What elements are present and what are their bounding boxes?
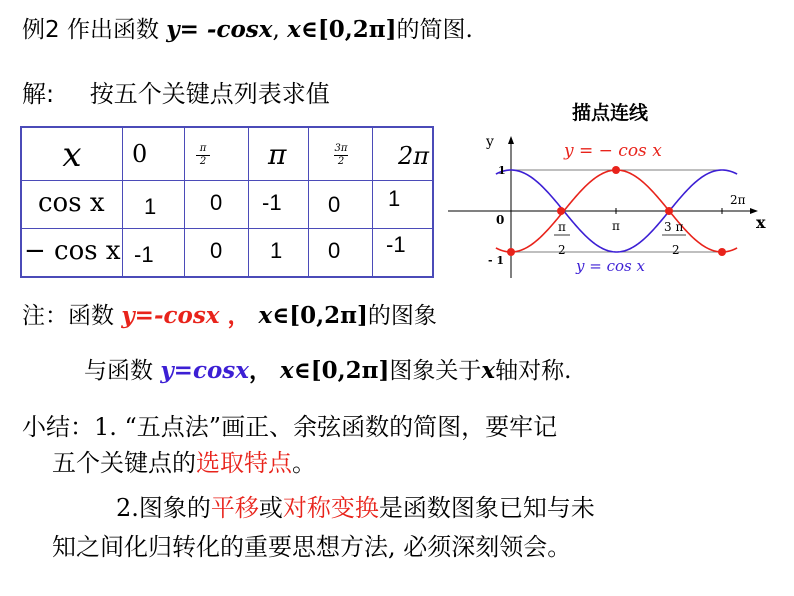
- x-axis-label: x: [756, 213, 766, 232]
- note-text-2: 图象关于: [389, 358, 482, 384]
- table-col-divider: [184, 126, 185, 278]
- tick-label-zero: 0: [496, 213, 505, 227]
- x-value-pi-half: [196, 136, 210, 168]
- x-value-0: 0: [132, 140, 148, 168]
- x-value-pi: π: [268, 138, 287, 171]
- note-var: x: [258, 302, 273, 329]
- y-axis-arrow-icon: [508, 136, 514, 144]
- row-label-neg-cos-text: − cos x: [24, 236, 121, 266]
- summary-line-2: [52, 446, 316, 480]
- title-dot: .: [465, 17, 473, 43]
- note-function: y=-cosx: [121, 302, 220, 329]
- tick-label-one: 1: [498, 164, 506, 177]
- note-text-1: 的图象: [367, 303, 437, 329]
- note-dot: .: [564, 358, 572, 384]
- table-col-divider: [308, 126, 309, 278]
- summary-line3-b: 或: [258, 494, 283, 522]
- tick-label-two-pi: 2π: [730, 193, 746, 207]
- frac-numerator: π: [199, 143, 207, 154]
- label-pi-half-den: 2: [558, 243, 566, 257]
- solution-heading: [22, 78, 330, 110]
- neg-cos-value-0: -1: [134, 242, 154, 267]
- note-domain-2: ∈[0,2π]: [293, 357, 390, 384]
- x-value-two-pi: 2π: [398, 142, 430, 170]
- note-axis-var: x: [481, 357, 496, 384]
- row-label-x: x: [62, 135, 82, 175]
- cos-value-3: 0: [328, 192, 341, 217]
- summary-highlight-translation: 平移: [210, 494, 259, 522]
- y-axis-label: y: [486, 134, 494, 150]
- summary-line-4: 知之间化归转化的重要思想方法, 必须深刻领会。: [52, 533, 572, 561]
- cos-value-0: 1: [144, 194, 157, 219]
- tick-label-pi: π: [612, 219, 620, 233]
- summary-highlight-selection: 选取特点: [196, 449, 292, 477]
- frac-denominator: 2: [337, 156, 345, 167]
- page-title: [22, 14, 473, 46]
- title-function-var: x: [258, 16, 273, 43]
- title-var: x: [287, 16, 301, 43]
- graph-heading: 描点连线: [572, 102, 649, 124]
- red-curve-label: y = − cos x: [564, 141, 662, 161]
- frac-denominator: 2: [199, 156, 207, 167]
- x-value-three-pi-half: [334, 136, 348, 168]
- solution-label: 解:: [22, 80, 55, 108]
- note-var-2: x: [279, 357, 294, 384]
- note-line-2: [84, 355, 571, 387]
- blue-curve-label: y = cos x: [576, 257, 645, 275]
- title-separator: ,: [272, 17, 288, 43]
- note-comma: ，: [219, 303, 259, 329]
- title-suffix: 的简图: [396, 17, 466, 43]
- neg-cos-value-2: 1: [270, 238, 283, 263]
- table-col-divider: [372, 126, 373, 278]
- summary-line-1: 小结：1. “五点法”画正、余弦函数的简图，要牢记: [22, 413, 558, 441]
- label-pi-half-num: π: [558, 220, 566, 234]
- label-three-pi-half-den: 2: [672, 243, 680, 257]
- note-comma-2: ，: [248, 358, 280, 384]
- summary-highlight-symmetry: 对称变换: [282, 494, 379, 522]
- point-neg-cos-three-pi-half: [665, 207, 673, 215]
- note-line-1: [22, 300, 437, 332]
- solution-text: 按五个关键点列表求值: [89, 80, 330, 108]
- note-text-3: 轴对称: [495, 358, 565, 384]
- frac-numerator: 3π: [334, 143, 348, 154]
- row-label-cos: [38, 188, 105, 218]
- cos-value-4: 1: [388, 186, 401, 211]
- summary-line3-a: 2.图象的: [116, 494, 211, 522]
- label-three-pi-half-num: 3 π: [664, 220, 684, 234]
- summary-line-3: [116, 491, 595, 525]
- cos-value-1: 0: [210, 190, 223, 215]
- note-function-2: y=cosx: [160, 357, 249, 384]
- point-neg-cos-pi-half: [557, 207, 565, 215]
- point-neg-cos-pi: [612, 166, 620, 174]
- note-label: 注：函数: [22, 303, 122, 329]
- summary-line2-b: 。: [292, 449, 316, 477]
- summary-line3-c: 是函数图象已知与未: [378, 494, 595, 522]
- point-neg-cos-0: [507, 248, 515, 256]
- note-domain: ∈[0,2π]: [272, 302, 368, 329]
- point-neg-cos-two-pi: [718, 248, 726, 256]
- tick-label-neg-one: - 1: [488, 254, 505, 267]
- row-label-neg-cos: [24, 236, 121, 266]
- title-function: y= -cos: [166, 16, 259, 43]
- table-col-divider: [248, 126, 249, 278]
- neg-cos-value-1: 0: [210, 238, 223, 263]
- cosine-graph: [440, 120, 794, 290]
- summary-line2-a: 五个关键点的: [52, 449, 196, 477]
- title-prefix: 例2 作出函数: [22, 17, 167, 43]
- table-col-divider: [122, 126, 123, 278]
- neg-cos-value-3: 0: [328, 238, 341, 263]
- cos-value-2: -1: [262, 190, 282, 215]
- title-domain: ∈[0,2π]: [300, 16, 397, 43]
- table-border-right: [432, 126, 434, 278]
- row-label-cos-text: cos x: [38, 188, 105, 218]
- note-line2-prefix: 与函数: [84, 358, 161, 384]
- neg-cos-value-4: -1: [386, 232, 406, 257]
